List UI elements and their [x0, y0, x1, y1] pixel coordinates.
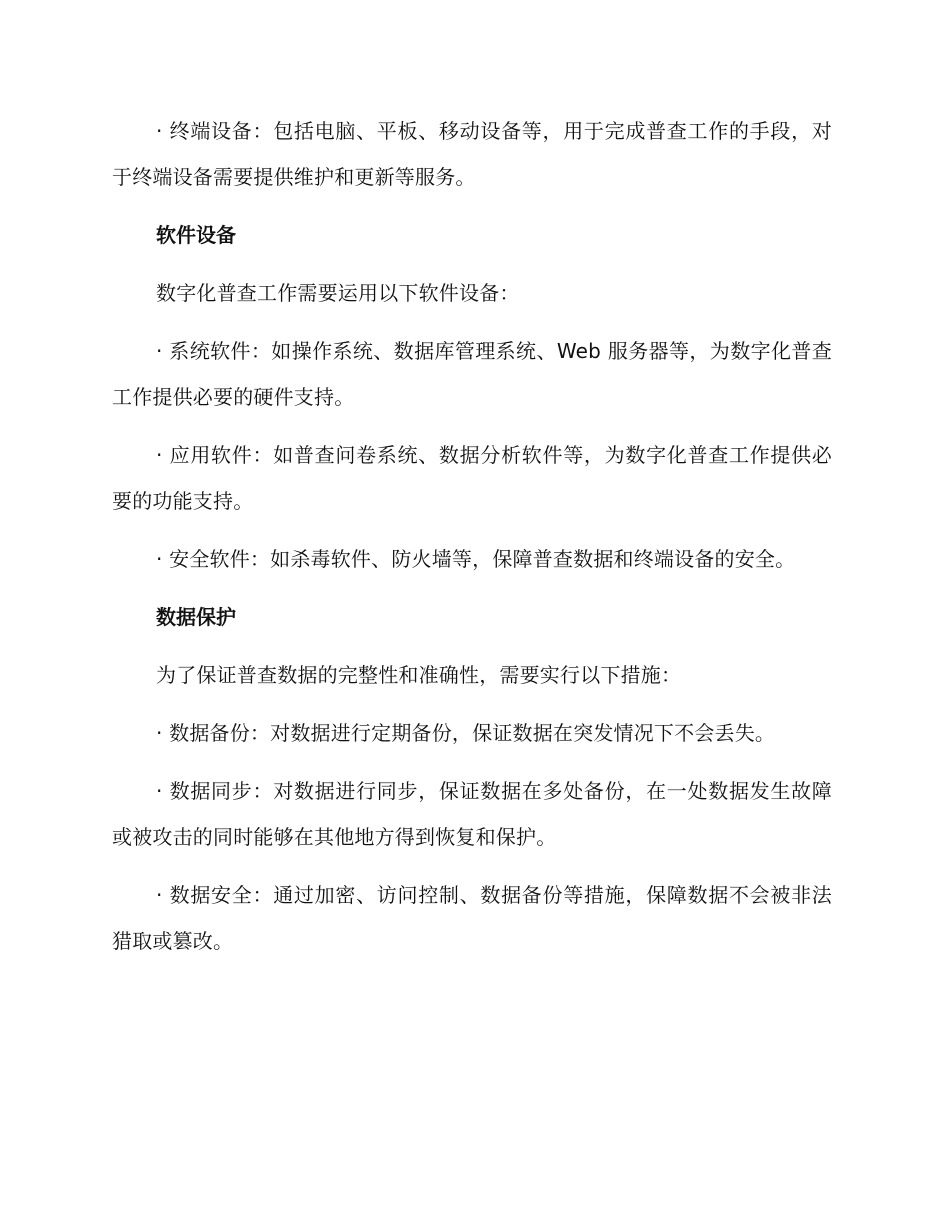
paragraph-data-protection-intro: 为了保证普查数据的完整性和准确性，需要实行以下措施： [156, 663, 682, 687]
paragraph-application-software: · 应用软件：如普查问卷系统、数据分析软件等，为数字化普查工作提供必要的功能支持。 [112, 443, 832, 513]
paragraph-terminal-devices: · 终端设备：包括电脑、平板、移动设备等，用于完成普查工作的手段，对于终端设备需要提供维护和更新等服务。 [112, 119, 832, 189]
paragraph-data-security: · 数据安全：通过加密、访问控制、数据备份等措施，保障数据不会被非法猎取或篡改。 [112, 883, 832, 953]
section-heading-data-protection: 数据保护 [156, 605, 236, 629]
document-body [112, 108, 832, 976]
paragraph-system-software: · 系统软件：如操作系统、数据库管理系统、Web 服务器等，为数字化普查工作提供必要的硬件支持。 [112, 339, 832, 409]
paragraph-security-software: · 安全软件：如杀毒软件、防火墙等，保障普查数据和终端设备的安全。 [156, 547, 796, 571]
paragraph-data-backup: · 数据备份：对数据进行定期备份，保证数据在突发情况下不会丢失。 [156, 721, 776, 745]
paragraph-software-intro: 数字化普查工作需要运用以下软件设备： [156, 281, 520, 305]
paragraph-data-sync: · 数据同步：对数据进行同步，保证数据在多处备份，在一处数据发生故障或被攻击的同时能够在其他地方得到恢复和保护。 [112, 779, 832, 849]
section-heading-software-devices: 软件设备 [156, 223, 236, 247]
